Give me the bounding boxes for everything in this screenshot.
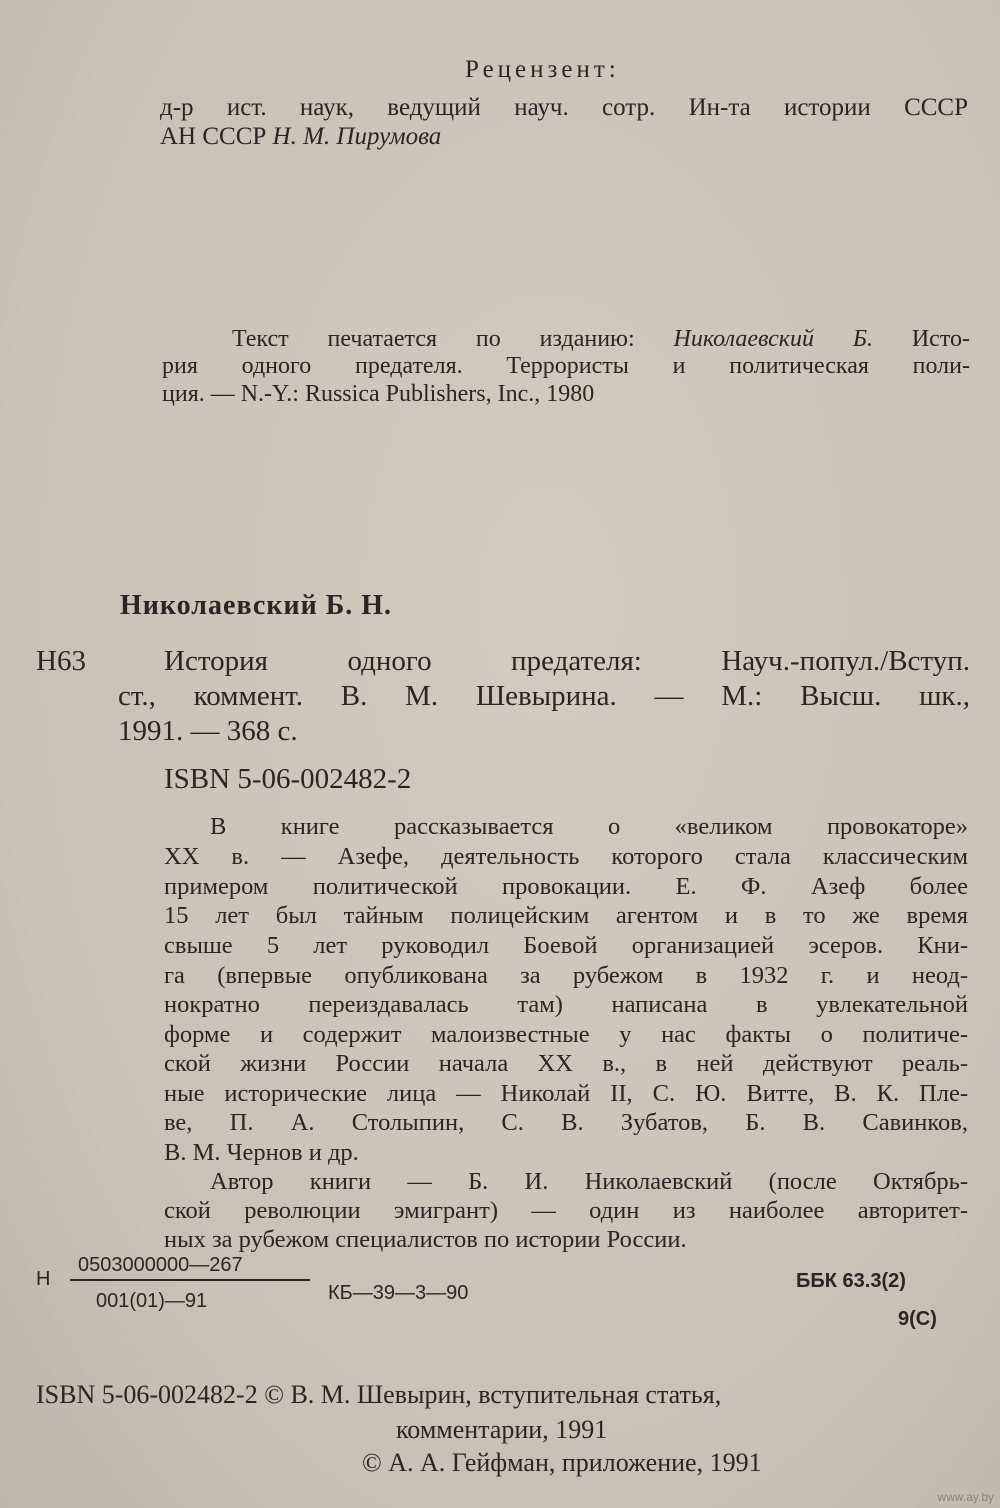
reviewer-name: Н. М. Пирумова	[272, 123, 442, 150]
annotation-line: Автор книги — Б. И. Николаевский (после Октябрь-	[210, 1168, 968, 1195]
footer-copyright-line-2: комментарии, 1991	[396, 1415, 608, 1444]
bibliography-line-2: ст., коммент. В. М. Шевырина. — М.: Высш. шк.,	[118, 680, 970, 712]
fraction-line	[70, 1279, 310, 1281]
annotation-line: В книге рассказывается о «великом провокаторе»	[210, 813, 968, 840]
watermark: www.ay.by	[937, 1490, 994, 1504]
source-note-author: Николаевский Б.	[673, 326, 873, 352]
reviewer-line-1: д-р ист. наук, ведущий науч. сотр. Ин-та истории СССР	[160, 94, 968, 121]
annotation-line: В. М. Чернов и др.	[164, 1139, 359, 1166]
catalog-class: 9(С)	[898, 1308, 937, 1330]
footer-isbn-copyright: ISBN 5-06-002482-2 © В. М. Шевырин, вступительная статья,	[36, 1380, 722, 1409]
annotation-line: нократно переиздавалась там) написана в увлекательной	[164, 991, 968, 1018]
annotation-line: XX в. — Азефе, деятельность которого стала классическим	[164, 843, 968, 870]
classification-code: Н63	[36, 645, 86, 677]
catalog-kb: КБ—39—3—90	[328, 1282, 469, 1304]
annotation-line: примером политической провокации. Е. Ф. Азеф более	[164, 873, 968, 900]
annotation-line: га (впервые опубликована за рубежом в 1932 г. и неод-	[164, 962, 968, 989]
annotation-line: свыше 5 лет руководил Боевой организацией эсеров. Кни-	[164, 932, 968, 959]
annotation-line: ской революции эмигрант) — один из наиболее авторитет-	[164, 1197, 968, 1224]
annotation-line: ных за рубежом специалистов по истории России.	[164, 1226, 687, 1253]
catalog-letter: Н	[36, 1268, 51, 1290]
source-note-prefix: Текст печатается по изданию:	[232, 326, 674, 352]
catalog-numerator: 0503000000—267	[78, 1254, 243, 1276]
author-heading: Николаевский Б. Н.	[120, 590, 393, 621]
source-note-suffix: Исто-	[872, 326, 970, 352]
reviewer-title: Рецензент:	[465, 56, 620, 83]
annotation-line: ве, П. А. Столыпин, С. В. Зубатов, Б. В. Савинков,	[164, 1109, 968, 1136]
catalog-bbk: ББК 63.3(2)	[796, 1270, 906, 1292]
catalog-denominator: 001(01)—91	[96, 1290, 208, 1312]
source-note-line-2: рия одного предателя. Террористы и политическая поли-	[162, 353, 970, 379]
annotation-line: ные исторические лица — Николай II, С. Ю. Витте, В. К. Пле-	[164, 1080, 968, 1107]
isbn-main: ISBN 5-06-002482-2	[164, 763, 412, 795]
reviewer-line-2	[160, 123, 441, 151]
annotation-line: ской жизни России начала XX в., в ней действуют реаль-	[164, 1050, 968, 1077]
footer-copyright-line-3: © А. А. Гейфман, приложение, 1991	[362, 1448, 762, 1477]
reviewer-affiliation: АН СССР	[160, 123, 273, 150]
bibliography-line-3: 1991. — 368 с.	[118, 715, 298, 747]
bibliography-line-1: История одного предателя: Науч.-попул./Вступ.	[164, 645, 970, 677]
source-note-line-1	[232, 326, 970, 353]
annotation-line: форме и содержит малоизвестные у нас факты о политиче-	[164, 1021, 968, 1048]
annotation-line: 15 лет был тайным полицейским агентом и в то же время	[164, 902, 968, 929]
source-note-line-3: ция. — N.-Y.: Russica Publishers, Inc., 1980	[162, 381, 595, 407]
